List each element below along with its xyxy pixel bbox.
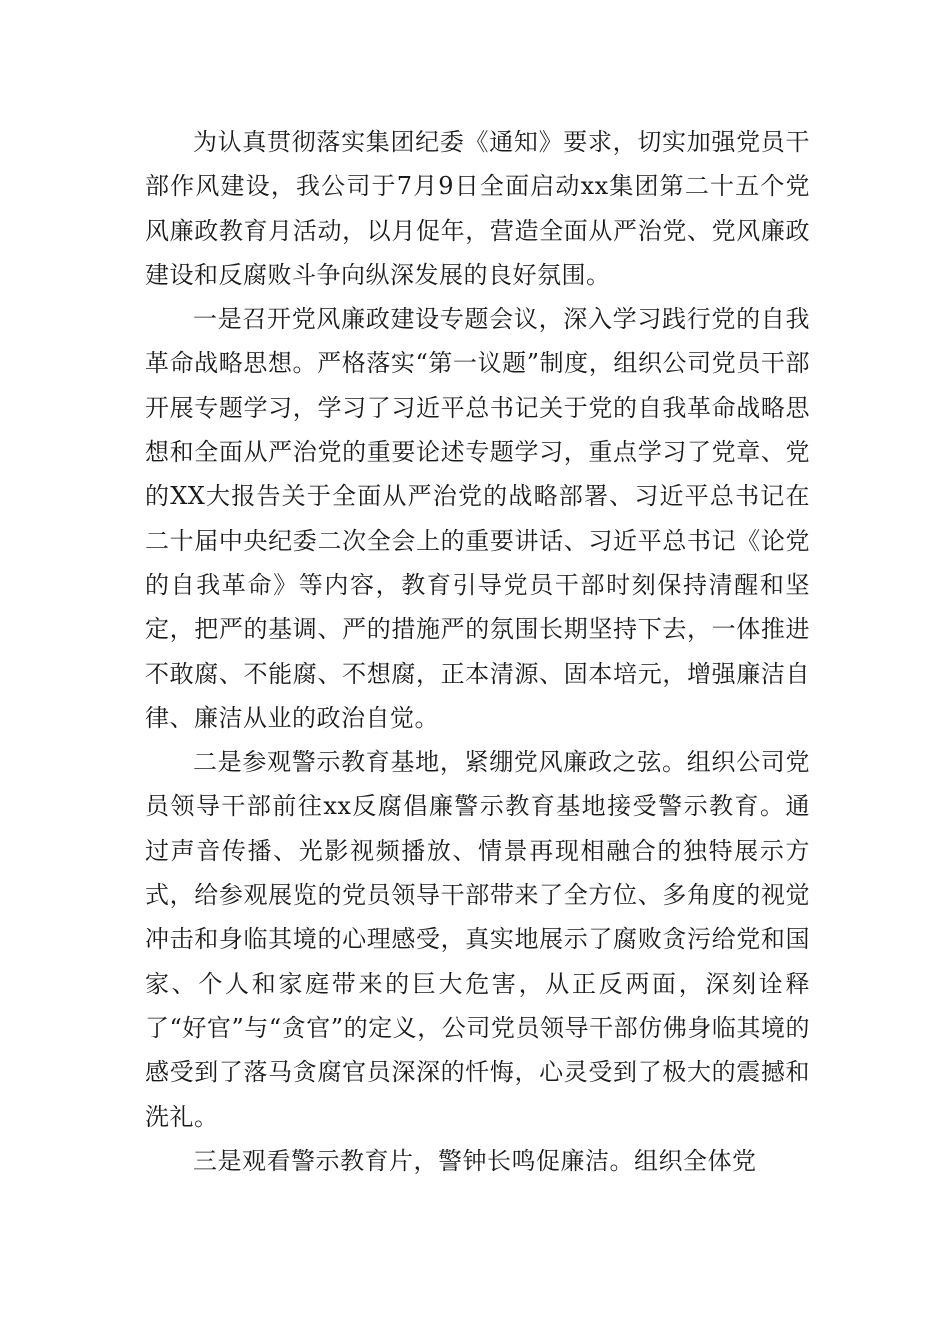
paragraph-intro: 为认真贯彻落实集团纪委《通知》要求，切实加强党员干部作风建设，我公司于7月9日全面启动xx集团第二十五个党风廉政教育月活动，以月促年，营造全面从严治党、党风廉政建设和反腐败斗争向纵深发展的良好氛围。 [145, 128, 810, 289]
paragraph-item-two: 二是参观警示教育基地，紧绷党风廉政之弦。组织公司党员领导干部前往xx反腐倡廉警示教育基地接受警示教育。通过声音传播、光影视频播放、情景再现相融合的独特展示方式，给参观展览的党员领导干部带来了全方位、多角度的视觉冲击和身临其境的心理感受，真实地展示了腐败贪污给党和国家、个人和家庭带来的巨大危害，从正反两面，深刻诠释了“好官”与“贪官”的定义，公司党员领导干部仿佛身临其境的感受到了落马贪腐官员深深的忏悔，心灵受到了极大的震撼和洗礼。 [145, 748, 810, 1131]
paragraph-item-three: 三是观看警示教育片，警钟长鸣促廉洁。组织全体党 [193, 1146, 757, 1175]
document-body [145, 120, 810, 1183]
paragraph-item-one: 一是召开党风廉政建设专题会议，深入学习践行党的自我革命战略思想。严格落实“第一议题”制度，组织公司党员干部开展专题学习，学习了习近平总书记关于党的自我革命战略思想和全面从严治党的重要论述专题学习，重点学习了党章、党的XX大报告关于全面从严治党的战略部署、习近平总书记在二十届中央纪委二次全会上的重要讲话、习近平总书记《论党的自我革命》等内容，教育引导党员干部时刻保持清醒和坚定，把严的基调、严的措施严的氛围长期坚持下去，一体推进不敢腐、不能腐、不想腐，正本清源、固本培元，增强廉洁自律、廉洁从业的政治自觉。 [145, 305, 810, 732]
